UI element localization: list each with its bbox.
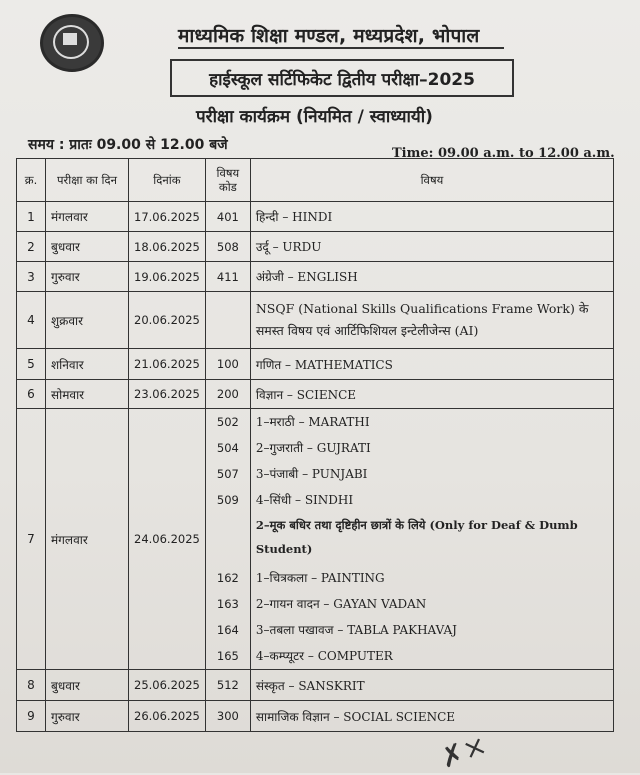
row-code: [205, 292, 250, 349]
table-row: [17, 202, 614, 232]
row-date: 19.06.2025: [129, 262, 206, 292]
sub-code: 509: [216, 493, 239, 507]
time-english: Time: 09.00 a.m. to 12.00 a.m.: [392, 146, 615, 161]
row-subject: सामाजिक विज्ञान – SOCIAL SCIENCE: [250, 701, 613, 732]
row-date: 23.06.2025: [129, 380, 206, 409]
sub-code: 165: [216, 649, 239, 663]
row-num: 3: [17, 262, 46, 292]
header-date: दिनांक: [129, 159, 206, 202]
sub-subject: 2–गायन वादन – GAYAN VADAN: [255, 597, 427, 611]
sub-subject: 3–पंजाबी – PUNJABI: [255, 467, 368, 481]
row-subject: उर्दू – URDU: [250, 232, 613, 262]
row-day: शनिवार: [46, 349, 129, 380]
header-code: विषय कोड: [205, 159, 250, 202]
sub-subject: 1–चित्रकला – PAINTING: [255, 571, 385, 585]
row-code: 512: [205, 670, 250, 701]
table-row: [17, 701, 614, 732]
row-code: 401: [205, 202, 250, 232]
row-date: 18.06.2025: [129, 232, 206, 262]
row-date: 26.06.2025: [129, 701, 206, 732]
row-num: 8: [17, 670, 46, 701]
row-day: गुरुवार: [46, 701, 129, 732]
row-date: 17.06.2025: [129, 202, 206, 232]
table-row: [17, 262, 614, 292]
row-date: 20.06.2025: [129, 292, 206, 349]
row-day: शुक्रवार: [46, 292, 129, 349]
row-subject: संस्कृत – SANSKRIT: [250, 670, 613, 701]
row-code: 100: [205, 349, 250, 380]
row-subject: अंग्रेजी – ENGLISH: [250, 262, 613, 292]
table-row: [17, 670, 614, 701]
row-code: 300: [205, 701, 250, 732]
board-title: माध्यमिक शिक्षा मण्डल, मध्यप्रदेश, भोपाल: [178, 25, 480, 47]
table-row: [17, 380, 614, 409]
row-num: 9: [17, 701, 46, 732]
row-day: गुरुवार: [46, 262, 129, 292]
sub-code: 504: [216, 441, 239, 455]
row-code: 200: [205, 380, 250, 409]
table-header-row: [17, 159, 614, 202]
row-code: 508: [205, 232, 250, 262]
sub-code: 164: [216, 623, 239, 637]
sub-subject: 1–मराठी – MARATHI: [255, 415, 370, 429]
row-num: 2: [17, 232, 46, 262]
sub-code: 163: [216, 597, 239, 611]
row-subject: विज्ञान – SCIENCE: [250, 380, 613, 409]
row-code-group: [205, 409, 250, 670]
sub-subject: 2–मूक बधिर तथा दृष्टिहीन छात्रों के लिये (Only for Deaf & Dumb Student): [255, 518, 578, 556]
time-hindi: समय : प्रातः 09.00 से 12.00 बजे: [28, 137, 228, 153]
row-day: मंगलवार: [46, 409, 129, 670]
board-seal-logo: [40, 14, 104, 72]
row-num: 7: [17, 409, 46, 670]
header-subject: विषय: [250, 159, 613, 202]
row-num: 1: [17, 202, 46, 232]
row-subject: NSQF (National Skills Qualifications Frame Work) के समस्त विषय एवं आर्टिफिशियल इन्टेलीजेन्स (AI): [250, 292, 613, 349]
row-day: सोमवार: [46, 380, 129, 409]
row-subject-group: [250, 409, 613, 670]
row-subject: हिन्दी – HINDI: [250, 202, 613, 232]
row-date: 25.06.2025: [129, 670, 206, 701]
sub-code: [206, 513, 250, 565]
header-day: परीक्षा का दिन: [46, 159, 129, 202]
table-row: [17, 349, 614, 380]
row-day: बुधवार: [46, 670, 129, 701]
program-subtitle: परीक्षा कार्यक्रम (नियमित / स्वाध्यायी): [196, 107, 433, 127]
row-date: 24.06.2025: [129, 409, 206, 670]
header-num: क्र.: [17, 159, 46, 202]
row-num: 6: [17, 380, 46, 409]
exam-title-box: [170, 59, 514, 97]
sub-subject: 3–तबला पखावज – TABLA PAKHAVAJ: [255, 623, 457, 637]
row-subject: गणित – MATHEMATICS: [250, 349, 613, 380]
signature-mark: ✗⨯: [435, 727, 492, 775]
sub-code: 502: [216, 415, 239, 429]
sub-code: 507: [216, 467, 239, 481]
title-underline: [178, 47, 504, 49]
row-date: 21.06.2025: [129, 349, 206, 380]
row-num: 4: [17, 292, 46, 349]
sub-subject: 2–गुजराती – GUJRATI: [255, 441, 371, 455]
schedule-table: [16, 158, 614, 732]
sub-subject: 4–सिंधी – SINDHI: [255, 493, 354, 507]
table-row: [17, 292, 614, 349]
table-row: [17, 409, 614, 670]
table-row: [17, 232, 614, 262]
sub-code: 162: [216, 571, 239, 585]
sub-subject: 4–कम्प्यूटर – COMPUTER: [255, 649, 393, 663]
row-code: 411: [205, 262, 250, 292]
exam-title: हाईस्कूल सर्टिफिकेट द्वितीय परीक्षा–2025: [209, 69, 475, 90]
row-day: बुधवार: [46, 232, 129, 262]
row-day: मंगलवार: [46, 202, 129, 232]
row-num: 5: [17, 349, 46, 380]
